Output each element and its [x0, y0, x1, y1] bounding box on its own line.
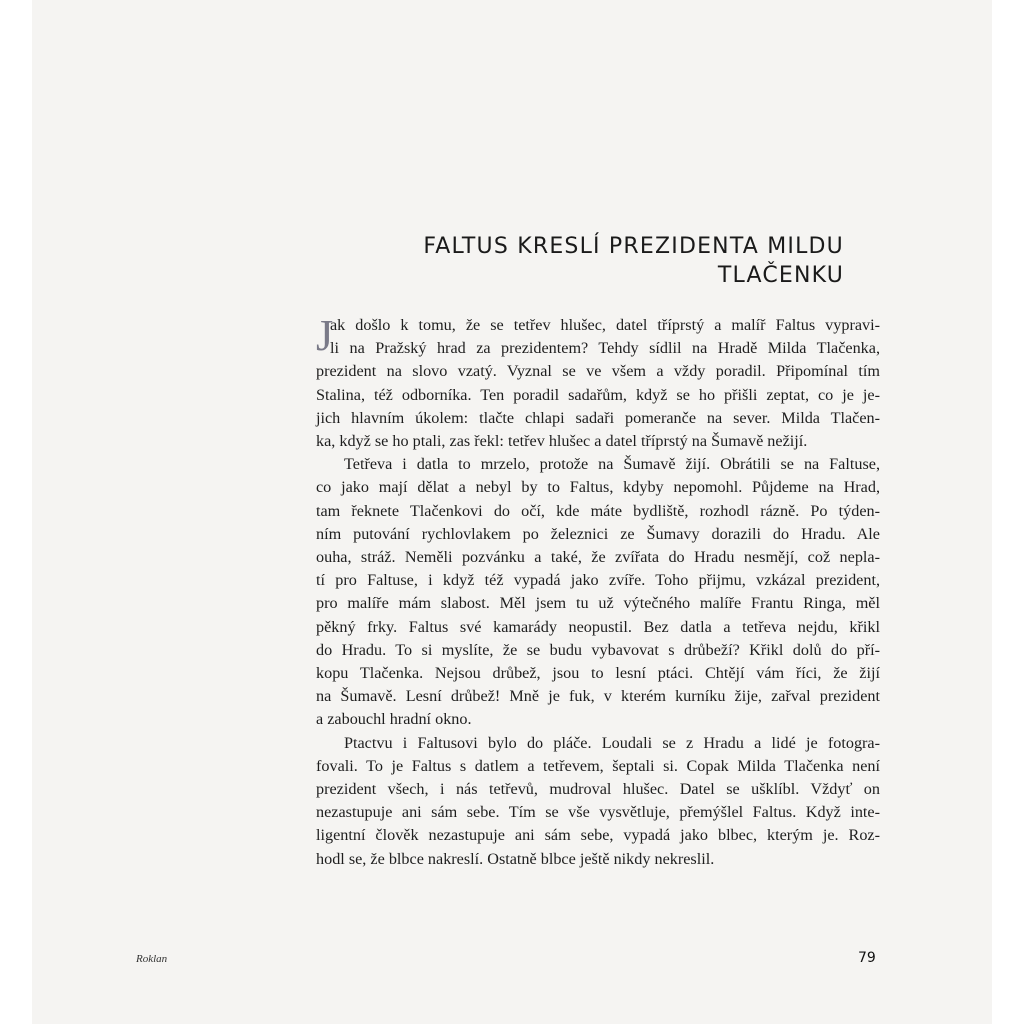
- paragraph-2: [316, 453, 880, 731]
- text-line: ak došlo k tomu, že se tetřev hlušec, datel tříprstý a malíř Faltus vypravi-: [330, 316, 880, 334]
- text-line: tí pro Faltuse, i když též vypadá jako zvíře. Toho přijmu, vzkázal prezident,: [316, 571, 880, 590]
- text-line: ouha, stráž. Neměli pozvánku a také, že zvířata do Hradu nesmějí, což nepla-: [316, 548, 880, 567]
- text-line: na Šumavě. Lesní drůbež! Mně je fuk, v kterém kurníku žije, zařval prezident: [316, 687, 880, 706]
- text-line: prezident na slovo vzatý. Vyznal se ve všem a vždy poradil. Připomínal tím: [316, 362, 880, 381]
- chapter-title: [324, 232, 844, 290]
- text-line: nezastupuje ani sám sebe. Tím se vše vysvětluje, přemýšlel Faltus. Když inte-: [316, 803, 880, 822]
- text-line: Ptactvu i Faltusovi bylo do pláče. Loudali se z Hradu a lidé je fotogra-: [344, 733, 880, 752]
- text-line: ka, když se ho ptali, zas řekl: tetřev hlušec a datel tříprstý na Šumavě nežijí.: [316, 432, 808, 451]
- text-line: ním putování rychlovlakem po železnici ze Šumavy dorazili do Hradu. Ale: [316, 524, 880, 543]
- text-line: ligentní člověk nezastupuje ani sám sebe, vypadá jako blbec, kterým je. Roz-: [316, 826, 880, 845]
- text-line: kopu Tlačenka. Nejsou drůbež, jsou to lesní ptáci. Chtějí vám říci, že žijí: [316, 664, 880, 683]
- text-line: do Hradu. To si myslíte, že se budu vybavovat s drůbeží? Křikl dolů do pří-: [316, 640, 880, 659]
- paragraph-1: [316, 311, 880, 453]
- text-line: hodl se, že blbce nakreslí. Ostatně blbce ještě nikdy nekreslil.: [316, 849, 715, 868]
- paragraph-3: [316, 732, 880, 871]
- book-page: [32, 0, 992, 1024]
- text-line: jich hlavním úkolem: tlačte chlapi sadaři pomeranče na sever. Milda Tlačen-: [316, 408, 880, 427]
- text-line: Tetřeva i datla to mrzelo, protože na Šumavě žijí. Obrátili se na Faltuse,: [344, 455, 880, 474]
- drop-cap: J: [316, 311, 334, 360]
- text-line: tam řeknete Tlačenkovi do očí, kde máte bydliště, rozhodl rázně. Po týden-: [316, 501, 880, 520]
- text-line: pěkný frky. Faltus své kamarády neopustil. Bez datla a tetřeva nejdu, křikl: [316, 617, 880, 636]
- text-line: prezident všech, i nás tetřevů, mudroval hlušec. Datel se ušklíbl. Vždyť on: [316, 780, 880, 799]
- chapter-title-line-1: FALTUS KRESLÍ PREZIDENTA MILDU: [423, 234, 844, 259]
- text-line: co jako mají dělat a nebyl by to Faltus, kdyby nepomohl. Půjdeme na Hrad,: [316, 478, 880, 497]
- text-line: fovali. To je Faltus s datlem a tetřevem, šeptali si. Copak Milda Tlačenka není: [316, 756, 880, 775]
- page-number: 79: [858, 950, 876, 966]
- text-line: Stalina, též odborníka. Ten poradil sadařům, když se ho přišli zeptat, co je je-: [316, 385, 880, 404]
- chapter-title-line-2: TLAČENKU: [717, 263, 844, 288]
- text-line: li na Pražský hrad za prezidentem? Tehdy sídlil na Hradě Milda Tlačenka,: [330, 339, 880, 358]
- publisher-name: Roklan: [136, 953, 168, 965]
- body-text: [316, 311, 880, 871]
- text-line: pro malíře mám slabost. Měl jsem tu už výtečného malíře Frantu Ringa, měl: [316, 594, 880, 613]
- text-line: a zabouchl hradní okno.: [316, 710, 472, 729]
